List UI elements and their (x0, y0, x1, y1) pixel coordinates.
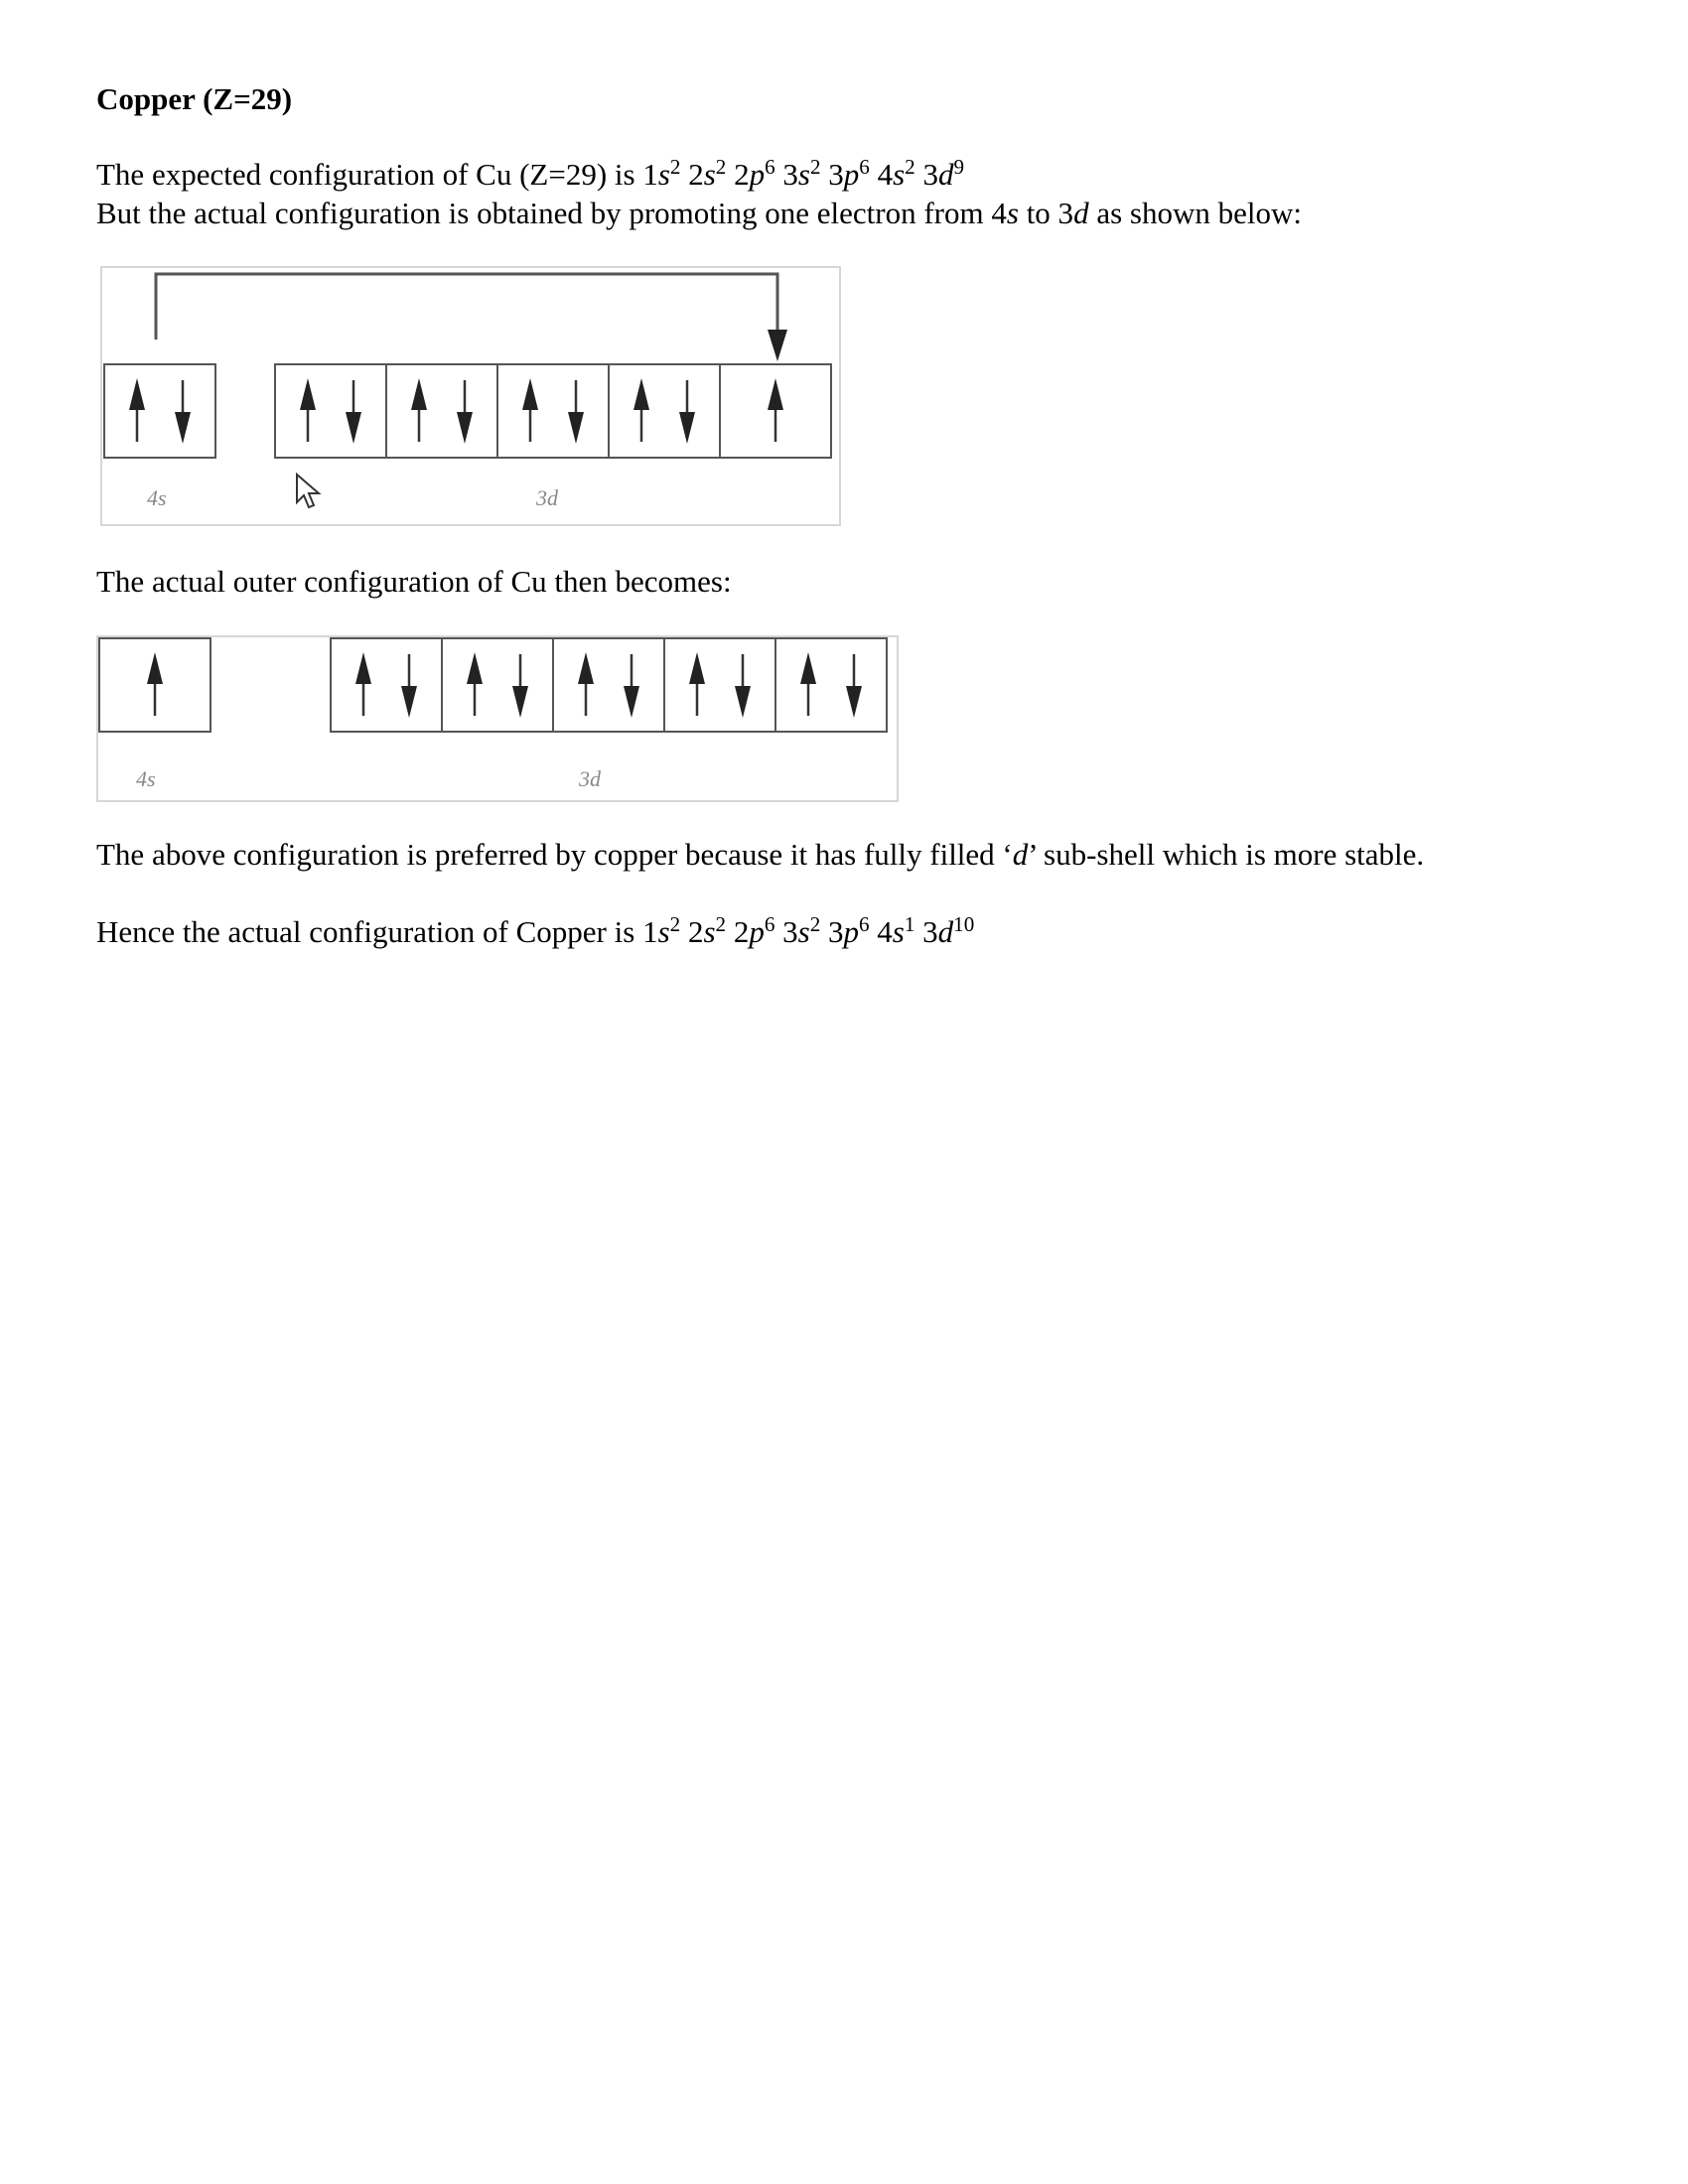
orbital-3d-row (330, 637, 888, 733)
orbital-term: $3d^9$ (914, 155, 964, 192)
text-segment: d (1073, 196, 1089, 230)
spin-down-arrow-icon (566, 378, 586, 444)
orbital-term: $1s^2$ (642, 155, 681, 192)
orbital-term: $3s^2$ (774, 912, 821, 949)
orbital-term: $4s^1$ (869, 912, 915, 949)
spin-up-arrow-icon (687, 652, 707, 718)
spin-up-arrow-icon (465, 652, 485, 718)
text-segment: s (1006, 196, 1019, 230)
orbital-diagram-actual (96, 635, 899, 802)
orbital-4s-row (103, 363, 216, 459)
orbital-term: $2s^2$ (680, 912, 727, 949)
expected-configuration-line (96, 155, 964, 192)
spin-up-arrow-icon (798, 652, 818, 718)
spin-up-arrow-icon (409, 378, 429, 444)
text-segment: ’ sub-shell which is more stable. (1028, 837, 1425, 872)
orbital-box (663, 637, 776, 733)
actual-configuration-prefix: Hence the actual configuration of Copper is (96, 914, 643, 949)
spin-down-arrow-icon (455, 378, 475, 444)
spin-down-arrow-icon (844, 652, 864, 718)
spin-up-arrow-icon (127, 378, 147, 444)
spin-down-arrow-icon (622, 652, 641, 718)
orbital-box (103, 363, 216, 459)
actual-configuration-line (96, 912, 975, 949)
outer-configuration-intro: The actual outer configuration of Cu then becomes: (96, 564, 732, 599)
spin-down-arrow-icon (733, 652, 753, 718)
text-segment: to 3 (1018, 196, 1074, 230)
orbital-4s-row (98, 637, 211, 733)
orbital-term: $3p^6$ (820, 155, 870, 192)
orbital-diagram-expected (100, 266, 841, 526)
spin-down-arrow-icon (510, 652, 530, 718)
spin-up-arrow-icon (353, 652, 373, 718)
spin-down-arrow-icon (173, 378, 193, 444)
spin-down-arrow-icon (344, 378, 363, 444)
mouse-cursor-icon (295, 473, 323, 512)
label-3d: 3d (579, 766, 601, 791)
orbital-box (552, 637, 665, 733)
text-segment: But the actual configuration is obtained by promoting one electron from 4 (96, 196, 1007, 230)
orbital-box (330, 637, 443, 733)
label-4s: 4s (136, 766, 156, 791)
orbital-term: $3p^6$ (820, 912, 870, 949)
orbital-box (719, 363, 832, 459)
spin-up-arrow-icon (520, 378, 540, 444)
orbital-term: $3d^{10}$ (914, 912, 975, 949)
orbital-term: $2s^2$ (680, 155, 727, 192)
orbital-box (496, 363, 610, 459)
orbital-box (608, 363, 721, 459)
orbital-term: $4s^2$ (869, 155, 915, 192)
spin-down-arrow-icon (677, 378, 697, 444)
orbital-box (441, 637, 554, 733)
spin-up-arrow-icon (766, 378, 785, 444)
spin-up-arrow-icon (632, 378, 651, 444)
orbital-3d-row (274, 363, 832, 459)
actual-configuration-formula (642, 914, 974, 949)
spin-up-arrow-icon (576, 652, 596, 718)
spin-up-arrow-icon (298, 378, 318, 444)
expected-configuration-prefix: The expected configuration of Cu (Z=29) is (96, 157, 643, 192)
spin-down-arrow-icon (399, 652, 419, 718)
orbital-term: $3s^2$ (774, 155, 821, 192)
orbital-term: $2p^6$ (726, 912, 775, 949)
text-segment: d (1012, 837, 1029, 872)
spin-up-arrow-icon (145, 652, 165, 718)
orbital-term: $1s^2$ (642, 912, 681, 949)
label-4s: 4s (147, 485, 167, 510)
text-segment: as shown below: (1088, 196, 1302, 230)
text-segment: The above configuration is preferred by copper because it has fully filled ‘ (96, 837, 1013, 872)
orbital-box (274, 363, 387, 459)
promotion-explanation-line (96, 198, 1302, 228)
label-3d: 3d (536, 485, 558, 510)
expected-configuration-formula (642, 157, 964, 192)
orbital-box (98, 637, 211, 733)
stability-explanation (96, 839, 1424, 870)
orbital-box (385, 363, 498, 459)
orbital-box (774, 637, 888, 733)
orbital-term: $2p^6$ (726, 155, 775, 192)
page-heading: Copper (Z=29) (96, 81, 293, 116)
